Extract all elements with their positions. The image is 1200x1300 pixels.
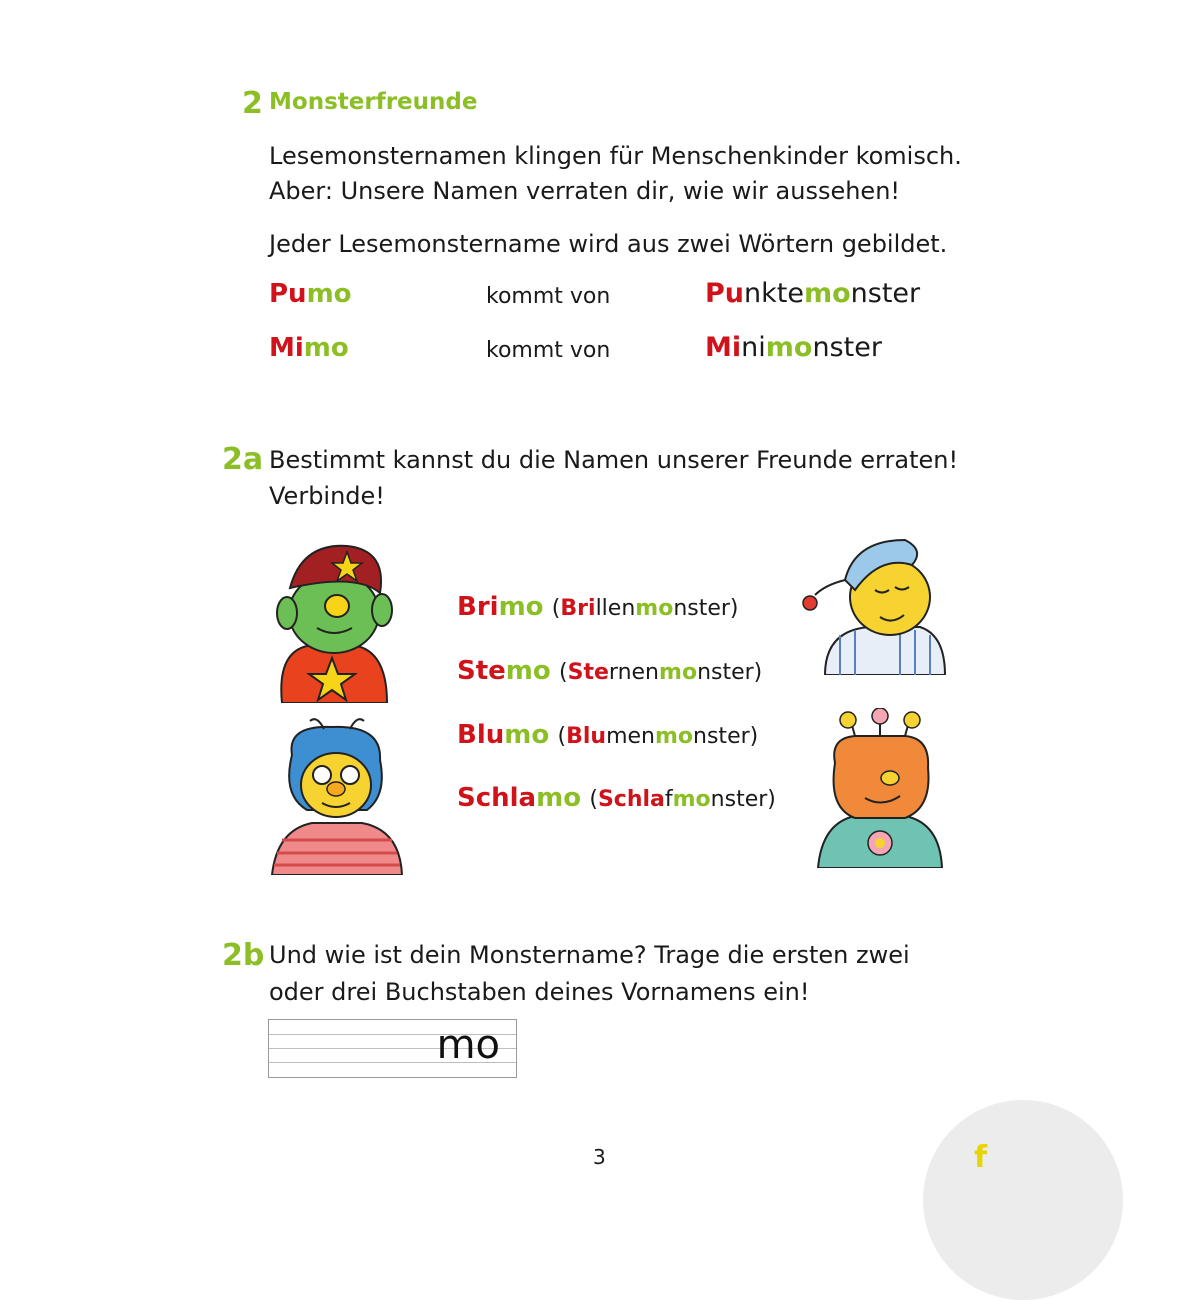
flower-monster-illustration	[810, 708, 950, 868]
task-2b-line-2: oder drei Buchstaben deines Vornamens ein!	[269, 978, 810, 1006]
example-long-name: Minimonster	[705, 332, 882, 363]
corner-tab	[923, 1100, 1123, 1300]
intro-line-1: Lesemonsternamen klingen für Menschenkinder komisch.	[269, 142, 962, 170]
task-2a-line-1: Bestimmt kannst du die Namen unserer Freunde erraten!	[269, 446, 959, 474]
example-short-name: Pumo	[269, 279, 352, 309]
star-monster-illustration	[262, 538, 402, 703]
monster-name-row: Stemo (Sternenmonster)	[457, 656, 763, 686]
section-number-2: 2	[242, 86, 263, 121]
monster-name-row: Brimo (Brillenmonster)	[457, 592, 739, 622]
task-2a-line-2: Verbinde!	[269, 482, 385, 510]
rule-text: Jeder Lesemonstername wird aus zwei Wörtern gebildet.	[269, 230, 948, 258]
example-short-name: Mimo	[269, 333, 349, 363]
section-number-2b: 2b	[222, 938, 265, 973]
section-title: Monsterfreunde	[269, 89, 478, 115]
sleeping-monster-illustration	[800, 535, 950, 675]
example-long-name: Punktemonster	[705, 278, 921, 309]
example-connector: kommt von	[486, 284, 611, 309]
name-writing-lines[interactable]	[268, 1019, 517, 1078]
name-suffix: mo	[436, 1022, 500, 1068]
monster-name-row: Schlamo (Schlafmonster)	[457, 783, 776, 813]
task-2b-line-1: Und wie ist dein Monstername? Trage die ersten zwei	[269, 941, 910, 969]
section-number-2a: 2a	[222, 442, 264, 477]
corner-letter: f	[974, 1140, 988, 1175]
page-number: 3	[593, 1145, 606, 1169]
glasses-monster-illustration	[262, 715, 412, 875]
intro-line-2: Aber: Unsere Namen verraten dir, wie wir aussehen!	[269, 177, 901, 205]
example-connector: kommt von	[486, 338, 611, 363]
monster-name-row: Blumo (Blumenmonster)	[457, 720, 759, 750]
